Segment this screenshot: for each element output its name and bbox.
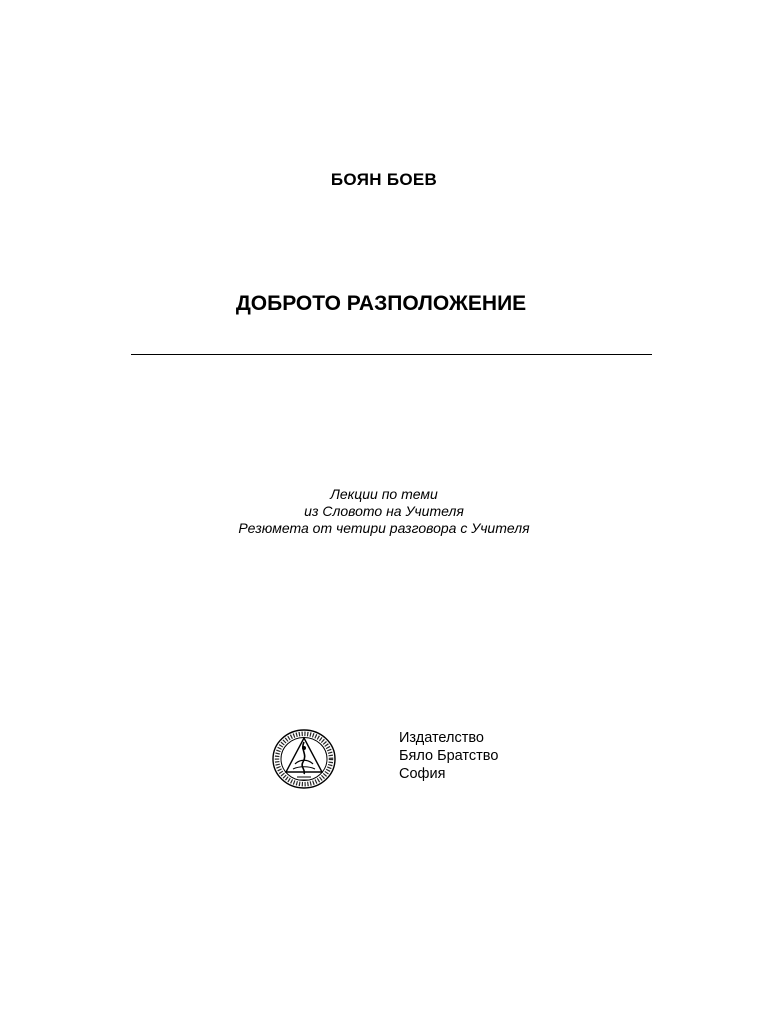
subtitle-line: Лекции по теми [330,486,438,502]
publisher-seal-icon [271,728,337,790]
author-name: БОЯН БОЕВ [330,170,438,189]
publisher-line: Бяло Братство [399,748,499,764]
subtitle-block [0,486,768,537]
publisher-line: София [399,766,446,782]
publisher-line: Издателство [399,730,484,746]
subtitle-line: из Словото на Учителя [304,503,464,519]
subtitle-line: Резюмета от четири разговора с Учителя [238,520,530,536]
book-title: ДОБРОТО РАЗПОЛОЖЕНИЕ [235,292,527,315]
title-divider [131,354,652,355]
publisher-block [399,729,498,783]
